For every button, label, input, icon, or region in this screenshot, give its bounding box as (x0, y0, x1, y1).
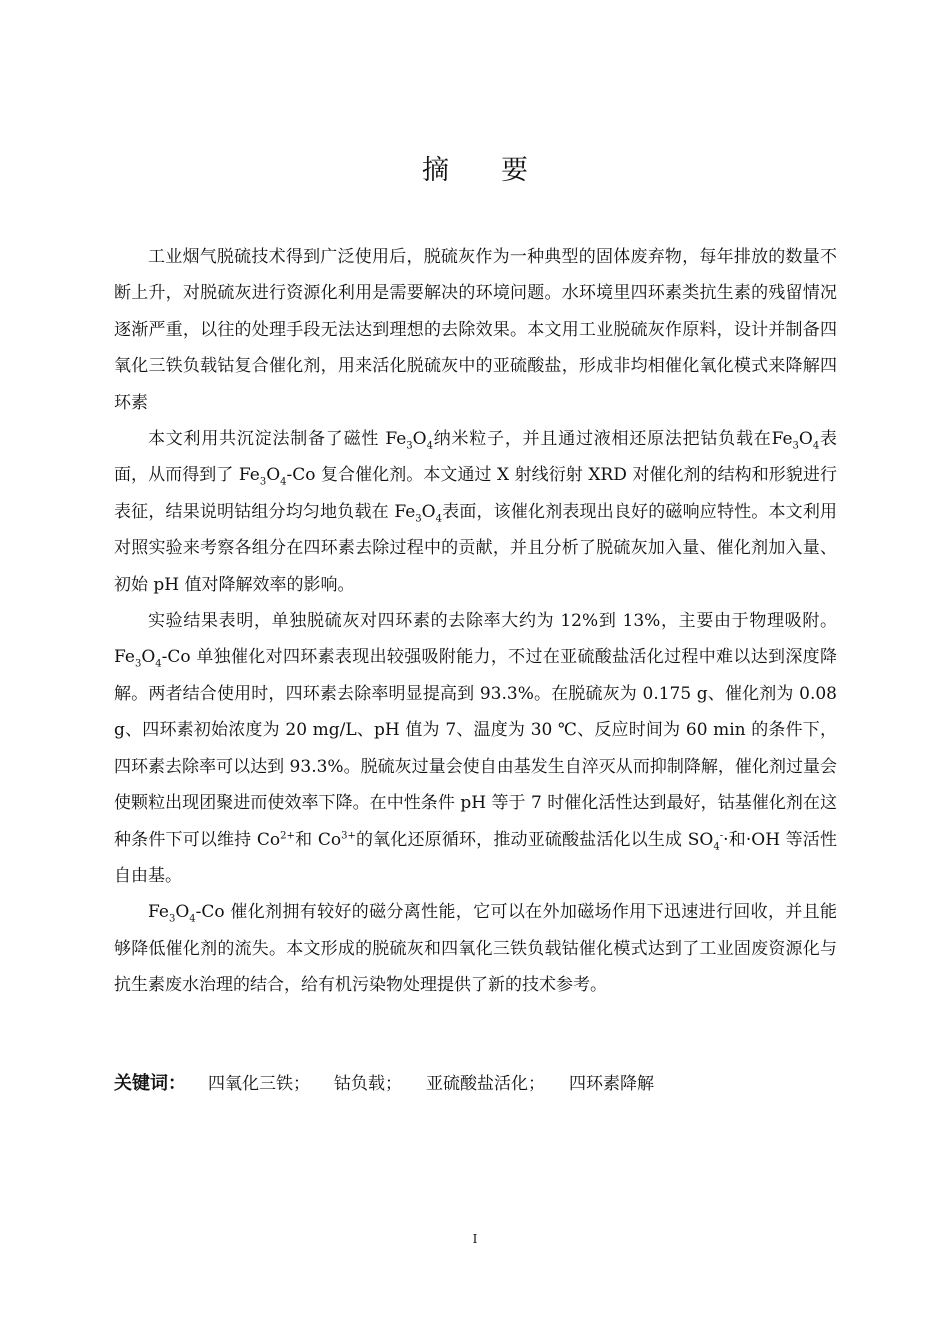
oxygen-symbol: O (421, 501, 436, 522)
o-subscript: 4 (280, 476, 287, 488)
oxygen-symbol: O (141, 647, 156, 668)
fe-subscript: 3 (259, 476, 267, 488)
page-number: I (472, 1232, 478, 1246)
keywords-label: 关键词： (114, 1073, 186, 1094)
p3-text-1: 实验结果表明，单独脱硫灰对四环素的去除率大约为 12%到 13%，主要由于物理吸附。Fe (114, 611, 837, 668)
p2-text-2: 纳米粒子，并且通过液相还原法把钴负载在Fe (432, 429, 793, 450)
p3-text-4: 的氧化还原循环，推动亚硫酸盐活化以生成 SO (355, 829, 714, 850)
paragraph-2 (114, 421, 837, 603)
paragraph-1-text: 工业烟气脱硫技术得到广泛使用后，脱硫灰作为一种典型的固体废弃物，每年排放的数量不断上升，对脱硫灰进行资源化利用是需要解决的环境问题。水环境里四环素类抗生素的残留情况逐渐严重，以往的处理手段无法达到理想的去除效果。本文用工业脱硫灰作原料，设计并制备四氧化三铁负载钴复合催化剂，用来活化脱硫灰中的亚硫酸盐，形成非均相催化氧化模式来降解四环素 (114, 247, 837, 413)
title-char-2: 要 (501, 155, 528, 186)
p4-text-1: Fe (148, 902, 169, 923)
keyword-item: 四环素降解 (569, 1074, 654, 1094)
p3-text-5: ·和·OH 等活性自由基。 (114, 829, 837, 886)
fe-subscript: 3 (792, 440, 799, 452)
o-subscript: 4 (155, 658, 162, 670)
keywords-line (114, 1066, 837, 1102)
co2-superscript: 2+ (280, 829, 295, 841)
oxygen-symbol: O (798, 429, 813, 450)
fe-subscript: 3 (406, 440, 413, 452)
paragraph-4 (114, 894, 837, 1003)
paragraph-3 (114, 603, 837, 894)
p2-text-5: 表面，该催化剂表现出良好的磁响应特性。本文利用对照实验来考察各组分在四环素去除过程中的贡献，并且分析了脱硫灰加入量、催化剂加入量、初始 pH 值对降解效率的影响。 (114, 501, 837, 595)
abstract-body (114, 239, 837, 1004)
keyword-item: 四氧化三铁； (208, 1074, 310, 1094)
p3-text-3: 和 Co (294, 829, 342, 850)
fe-subscript: 3 (415, 513, 422, 525)
paragraph-1 (114, 239, 837, 421)
oxygen-symbol: O (412, 429, 427, 450)
keyword-item: 亚硫酸盐活化； (426, 1074, 545, 1094)
p2-text-1: 本文利用共沉淀法制备了磁性 Fe (148, 429, 407, 450)
p4-text-2: -Co 催化剂拥有较好的磁分离性能，它可以在外加磁场作用下迅速进行回收，并且能够降低催化剂的流失。本文形成的脱硫灰和四氧化三铁负载钴催化模式达到了工业固废资源化与抗生素废水治理的结合，给有机污染物处理提供了新的技术参考。 (114, 902, 837, 996)
so4-subscript: 4 (713, 840, 720, 852)
title-char-1: 摘 (422, 155, 449, 186)
oxygen-symbol: O (175, 902, 190, 923)
fe-subscript: 3 (168, 913, 176, 925)
page-title (0, 148, 950, 187)
oxygen-symbol: O (266, 465, 281, 486)
o-subscript: 4 (812, 440, 820, 452)
so4-superscript: - (719, 829, 724, 841)
keyword-item: 钴负载； (334, 1074, 402, 1094)
o-subscript: 4 (189, 913, 196, 925)
p2-text-3: 表面，从而得到了 Fe (114, 429, 837, 486)
p2-text-4: -Co 复合催化剂。本文通过 X 射线衍射 XRD 对催化剂的结构和形貌进行表征，结果说明钴组分均匀地负载在 Fe (114, 465, 837, 522)
o-subscript: 4 (426, 440, 433, 452)
co3-superscript: 3+ (341, 829, 356, 841)
fe-subscript: 3 (134, 658, 142, 670)
o-subscript: 4 (435, 513, 442, 525)
p3-text-2: -Co 单独催化对四环素表现出较强吸附能力，不过在亚硫酸盐活化过程中难以达到深度降解。两者结合使用时，四环素去除率明显提高到 93.3%。在脱硫灰为 0.175 g、催化剂为 0.08 g、四环素初始浓度为 20 mg/L、pH 值为 7、温度为 30 ℃、反应时间为 60 min 的条件下，四环素去除率可以达到 93.3%。脱硫灰过量会使自由基发生自淬灭从而抑制降解，催化剂过量会使颗粒出现团聚进而使效率下降。在中性条件 pH 等于 7 时催化活性达到最好，钴基催化剂在这种条件下可以维持 Co (114, 647, 837, 850)
